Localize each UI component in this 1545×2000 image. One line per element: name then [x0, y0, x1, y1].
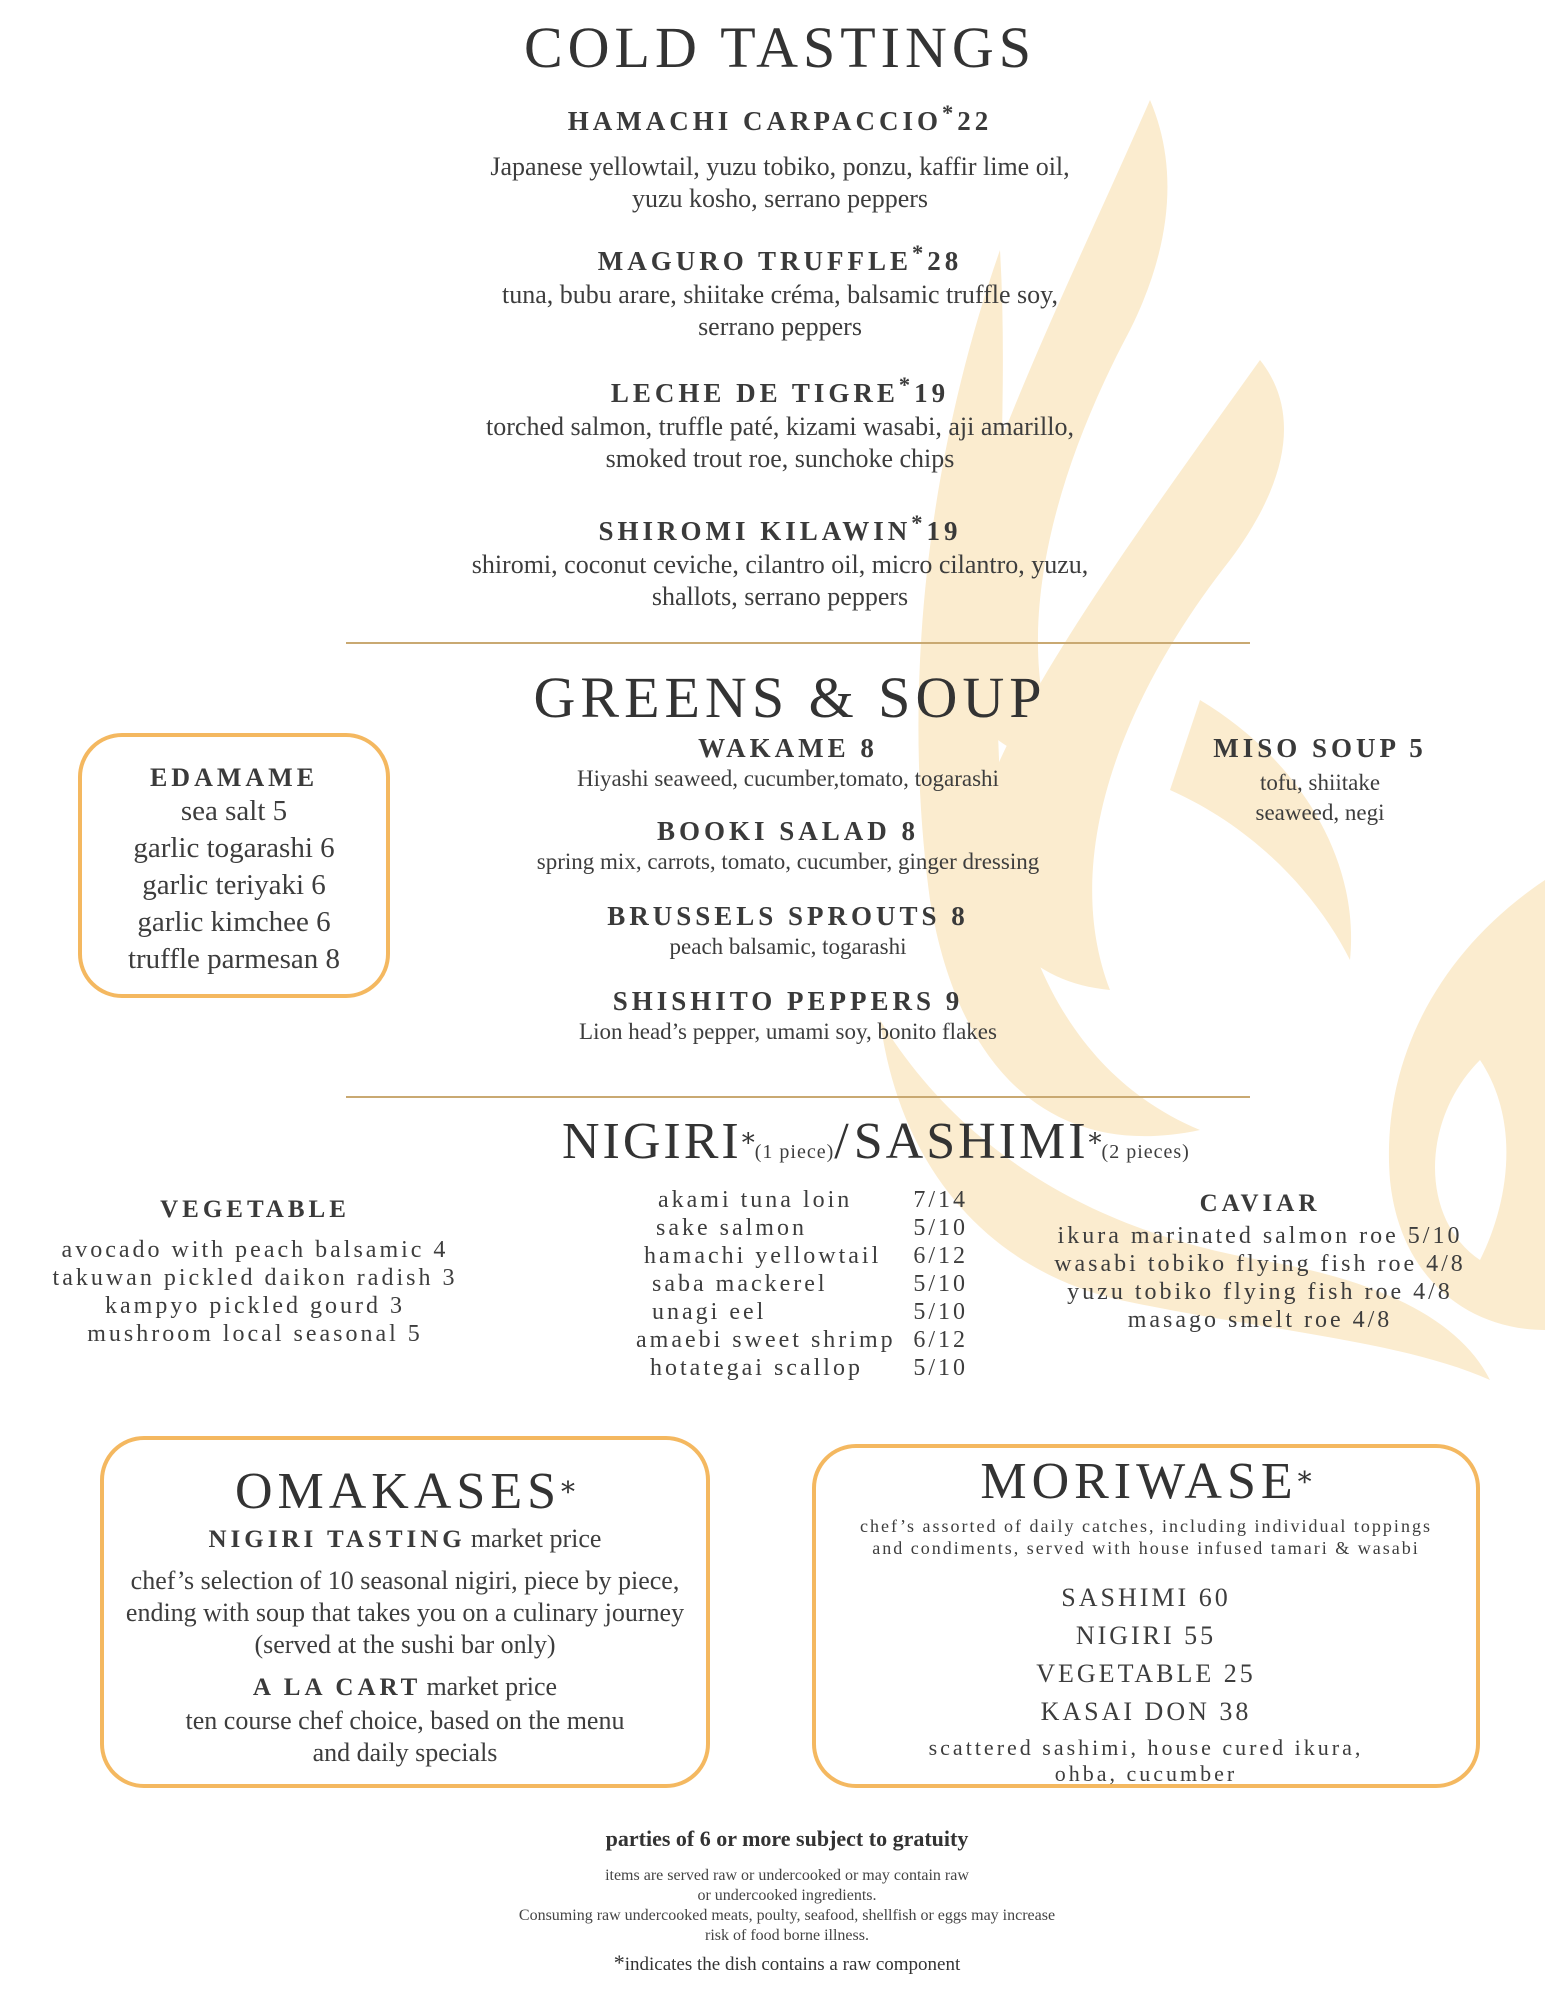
moriwase-item: KASAI DON 38 [1040, 1697, 1252, 1726]
edamame-option: garlic kimchee 6 [137, 906, 331, 938]
dish-leche-de-tigre [0, 372, 1545, 475]
raw-component-note [0, 1950, 1545, 1976]
food-safety-notice: or undercooked ingredients. [697, 1887, 877, 1904]
fish-name: amaebi sweet shrimp [636, 1327, 896, 1353]
vegetable-item: avocado with peach balsamic 4 [61, 1237, 449, 1263]
moriwase-item: VEGETABLE 25 [1036, 1659, 1256, 1688]
nigiri-tasting-description: chef’s selection of 10 seasonal nigiri, piece by piece, [130, 1566, 680, 1595]
caviar-item: ikura marinated salmon roe 5/10 [1057, 1223, 1463, 1249]
raw-star: * [613, 1950, 625, 1975]
fish-price: 6/12 [913, 1327, 968, 1353]
dish-description: shiromi, coconut ceviche, cilantro oil, micro cilantro, yuzu, [471, 550, 1089, 579]
raw-star: * [741, 1128, 755, 1159]
vegetable-item: kampyo pickled gourd 3 [105, 1293, 405, 1319]
dish-price: 19 [926, 516, 962, 546]
fish-price: 5/10 [913, 1355, 968, 1381]
dish-name: MISO SOUP 5 [1213, 733, 1427, 763]
kasai-don-description: ohba, cucumber [1054, 1761, 1238, 1786]
dish-description: tuna, bubu arare, shiitake créma, balsamic truffle soy, [502, 280, 1058, 309]
list-item [628, 1186, 968, 1214]
dish-hamachi-carpaccio [0, 100, 1545, 215]
a-la-cart-description: ten course chef choice, based on the menu [185, 1706, 625, 1735]
list-item [628, 1354, 968, 1382]
fish-price: 6/12 [913, 1243, 968, 1269]
title-nigiri: NIGIRI [562, 1113, 742, 1170]
dish-name: MAGURO TRUFFLE [597, 246, 912, 276]
edamame-option: garlic togarashi 6 [133, 832, 335, 864]
dish-name: HAMACHI CARPACCIO [567, 106, 942, 136]
edamame-box [78, 733, 390, 998]
dish-description: peach balsamic, togarashi [669, 934, 907, 959]
section-title-cold-tastings: COLD TASTINGS [523, 15, 1037, 80]
moriwase-description: chef’s assorted of daily catches, including individual toppings [860, 1516, 1432, 1536]
food-safety-notice: risk of food borne illness. [705, 1927, 869, 1944]
dish-description: Japanese yellowtail, yuzu tobiko, ponzu, kaffir lime oil, [490, 152, 1070, 181]
caviar-item: masago smelt roe 4/8 [1127, 1307, 1393, 1333]
dish-price: 19 [914, 378, 950, 408]
caviar-item: wasabi tobiko flying fish roe 4/8 [1054, 1251, 1466, 1277]
list-item [628, 1298, 968, 1326]
nigiri-tasting-description: (served at the sushi bar only) [254, 1630, 556, 1659]
vegetable-list [40, 1196, 470, 1348]
miso-soup [1180, 733, 1460, 828]
fish-name: sake salmon [656, 1215, 807, 1241]
fish-name: hotategai scallop [650, 1355, 863, 1381]
raw-star: * [941, 100, 958, 125]
list-item [628, 1242, 968, 1270]
title-sashimi: SASHIMI [853, 1113, 1089, 1170]
edamame-option: garlic teriyaki 6 [142, 869, 326, 901]
moriwase-item: SASHIMI 60 [1061, 1583, 1231, 1612]
moriwase-description: and condiments, served with house infused tamari & wasabi [872, 1538, 1420, 1558]
raw-star: * [912, 240, 928, 265]
dish-description: spring mix, carrots, tomato, cucumber, ginger dressing [536, 849, 1040, 874]
list-item [628, 1326, 968, 1354]
raw-star: * [898, 372, 915, 397]
section-divider [346, 642, 1250, 644]
fish-price: 5/10 [913, 1215, 968, 1241]
caviar-title: CAVIAR [1199, 1190, 1321, 1217]
dish-price: 22 [957, 106, 993, 136]
dish-description: smoked trout roe, sunchoke chips [605, 444, 955, 473]
a-la-cart-name: A LA CART [252, 1674, 422, 1701]
dish-name: BRUSSELS SPROUTS 8 [607, 901, 969, 931]
food-safety-notice: Consuming raw undercooked meats, poulty, seafood, shellfish or eggs may increase [518, 1907, 1056, 1924]
dish-description: shallots, serrano peppers [651, 582, 909, 611]
dish-description: Hiyashi seaweed, cucumber,tomato, togarashi [577, 766, 999, 791]
gratuity-note: parties of 6 or more subject to gratuity [605, 1826, 969, 1851]
moriwase-item: NIGIRI 55 [1075, 1621, 1217, 1650]
fish-list [628, 1186, 968, 1382]
dish-description: tofu, shiitake [1259, 770, 1381, 795]
dish-description: torched salmon, truffle paté, kizami wasabi, aji amarillo, [486, 412, 1074, 441]
dish-description: seaweed, negi [1255, 800, 1385, 825]
kasai-don-description: scattered sashimi, house cured ikura, [928, 1735, 1364, 1760]
raw-star: * [561, 1475, 576, 1509]
list-item [628, 1270, 968, 1298]
dish-description: serrano peppers [698, 312, 862, 341]
nigiri-tasting-name: NIGIRI TASTING [208, 1526, 466, 1553]
raw-component-text: indicates the dish contains a raw component [624, 1954, 961, 1975]
vegetable-item: takuwan pickled daikon radish 3 [52, 1265, 458, 1291]
moriwase-title: MORIWASE [980, 1453, 1298, 1510]
vegetable-item: mushroom local seasonal 5 [87, 1321, 423, 1347]
omakases-title: OMAKASES [234, 1463, 562, 1520]
sashimi-unit: (2 pieces) [1101, 1141, 1190, 1163]
dish-shiromi-kilawin [0, 510, 1545, 613]
food-safety-notice: items are served raw or undercooked or may contain raw [605, 1867, 969, 1884]
fish-price: 5/10 [913, 1271, 968, 1297]
fish-name: unagi eel [652, 1299, 767, 1325]
fish-price: 5/10 [913, 1299, 968, 1325]
caviar-item: yuzu tobiko flying fish roe 4/8 [1067, 1279, 1453, 1305]
nigiri-tasting-price: market price [470, 1524, 602, 1553]
raw-star: * [1088, 1128, 1102, 1159]
dish-name: WAKAME 8 [698, 733, 878, 763]
fish-price: 7/14 [913, 1187, 968, 1213]
a-la-cart-description: and daily specials [312, 1738, 498, 1767]
omakases-box [100, 1436, 710, 1788]
caviar-list [1020, 1190, 1500, 1334]
section-title-nigiri-sashimi [562, 1112, 1190, 1171]
a-la-cart-price: market price [426, 1672, 558, 1701]
dish-price: 28 [927, 246, 963, 276]
section-divider [346, 1096, 1250, 1098]
section-title-greens-soup: GREENS & SOUP [533, 665, 1047, 730]
moriwase-box [812, 1444, 1480, 1788]
nigiri-unit: (1 piece) [754, 1141, 835, 1163]
vegetable-title: VEGETABLE [160, 1196, 350, 1223]
dish-description: yuzu kosho, serrano peppers [631, 184, 929, 213]
nigiri-tasting-description: ending with soup that takes you on a culinary journey [125, 1598, 685, 1627]
list-item [628, 1214, 968, 1242]
dish-description: Lion head’s pepper, umami soy, bonito flakes [579, 1019, 997, 1044]
dish-name: SHIROMI KILAWIN [598, 516, 912, 546]
dish-maguro-truffle [0, 240, 1545, 343]
footer [0, 1826, 1545, 1976]
dish-name: BOOKI SALAD 8 [656, 816, 920, 846]
dish-name: LECHE DE TIGRE [610, 378, 899, 408]
edamame-option: sea salt 5 [180, 795, 288, 827]
fish-name: hamachi yellowtail [644, 1243, 882, 1269]
fish-name: saba mackerel [652, 1271, 828, 1297]
dish-name: SHISHITO PEPPERS 9 [612, 986, 964, 1016]
fish-name: akami tuna loin [658, 1187, 853, 1213]
edamame-title: EDAMAME [149, 763, 319, 792]
greens-list [450, 733, 1126, 1047]
raw-star: * [1297, 1465, 1312, 1499]
edamame-option: truffle parmesan 8 [127, 943, 341, 975]
raw-star: * [911, 510, 927, 535]
title-slash: / [834, 1113, 854, 1170]
